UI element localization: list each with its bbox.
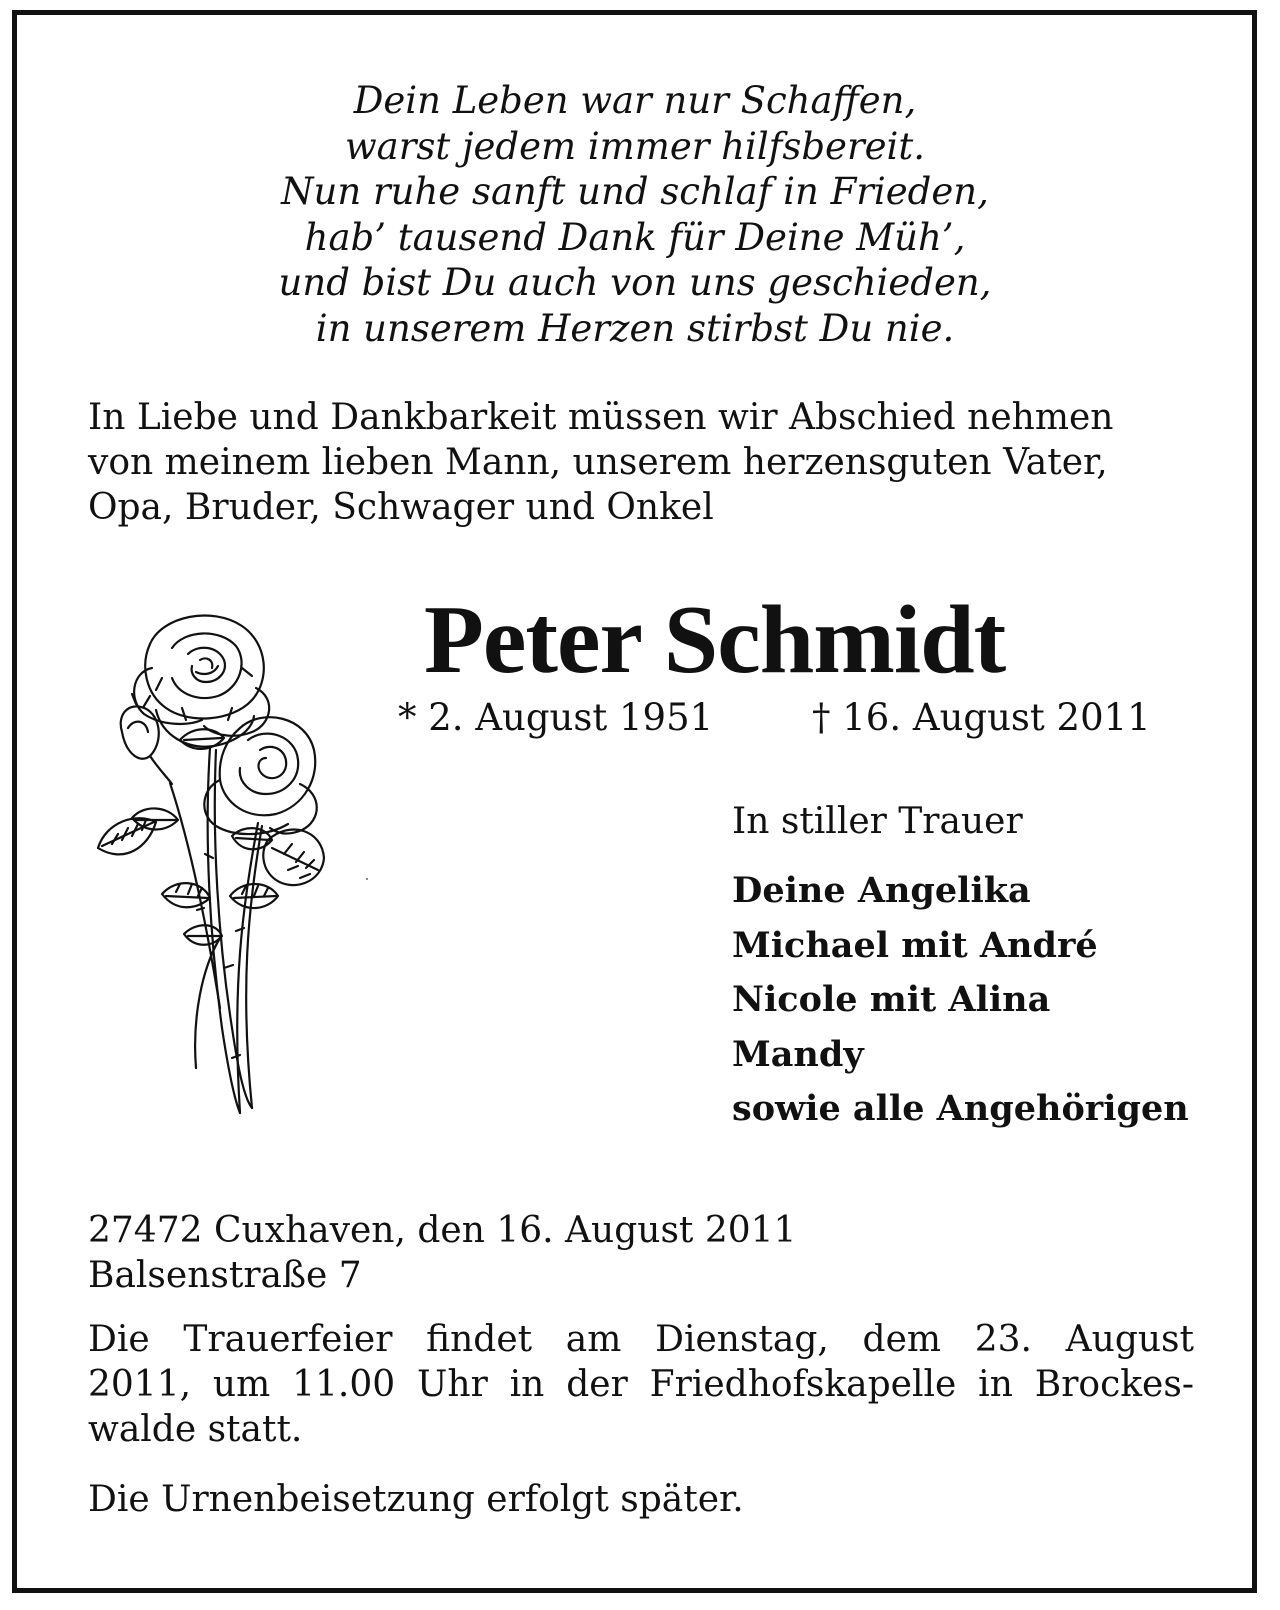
memorial-poem [0, 78, 1270, 351]
poem-line: Dein Leben war nur Schaffen, [353, 79, 917, 122]
mourner-name: Michael mit André [732, 924, 1098, 966]
poem-line: und bist Du auch von uns geschieden, [278, 261, 992, 304]
poem-line: in unserem Herzen stirbst Du nie. [315, 306, 955, 350]
mourner-name: Mandy [732, 1033, 864, 1075]
address-line: 27472 Cuxhaven, den 16. August 2011 [88, 1210, 797, 1251]
birth-date: * 2. August 1951 [398, 696, 714, 739]
poem-line: hab’ tausend Dank für Deine Müh’, [304, 215, 966, 259]
intro-line: Opa, Bruder, Schwager und Onkel [88, 487, 714, 528]
funeral-service-notice [88, 1317, 1194, 1452]
intro-line: von meinem lieben Mann, unserem herzensguten Vater, [88, 442, 1108, 483]
address-block [88, 1208, 796, 1298]
death-date: † 16. August 2011 [812, 696, 1151, 739]
poem-line: Nun ruhe sanft und schlaf in Frieden, [281, 170, 989, 213]
mourners-list [732, 864, 1189, 1137]
service-line: Die Trauerfeier findet am Dienstag, dem 23. August [88, 1319, 1194, 1360]
address-line: Balsenstraße 7 [88, 1255, 362, 1296]
rose-bouquet-icon [92, 608, 332, 1128]
mourner-name: Deine Angelika [732, 870, 1031, 911]
urn-burial-note: Die Urnenbeisetzung erfolgt später. [88, 1479, 744, 1520]
farewell-intro [88, 395, 1198, 530]
deceased-name: Peter Schmidt [424, 586, 1006, 694]
poem-line: warst jedem immer hilfsbereit. [345, 124, 925, 168]
print-speck [366, 878, 368, 880]
service-line: walde statt. [88, 1409, 303, 1450]
mourner-name: Nicole mit Alina [732, 979, 1051, 1020]
mourner-name: sowie alle Angehörigen [732, 1088, 1189, 1129]
service-line: 2011, um 11.00 Uhr in der Friedhofskapelle in Brockes- [88, 1364, 1194, 1405]
mourning-heading: In stiller Trauer [732, 801, 1023, 842]
intro-line: In Liebe und Dankbarkeit müssen wir Abschied nehmen [88, 397, 1114, 438]
